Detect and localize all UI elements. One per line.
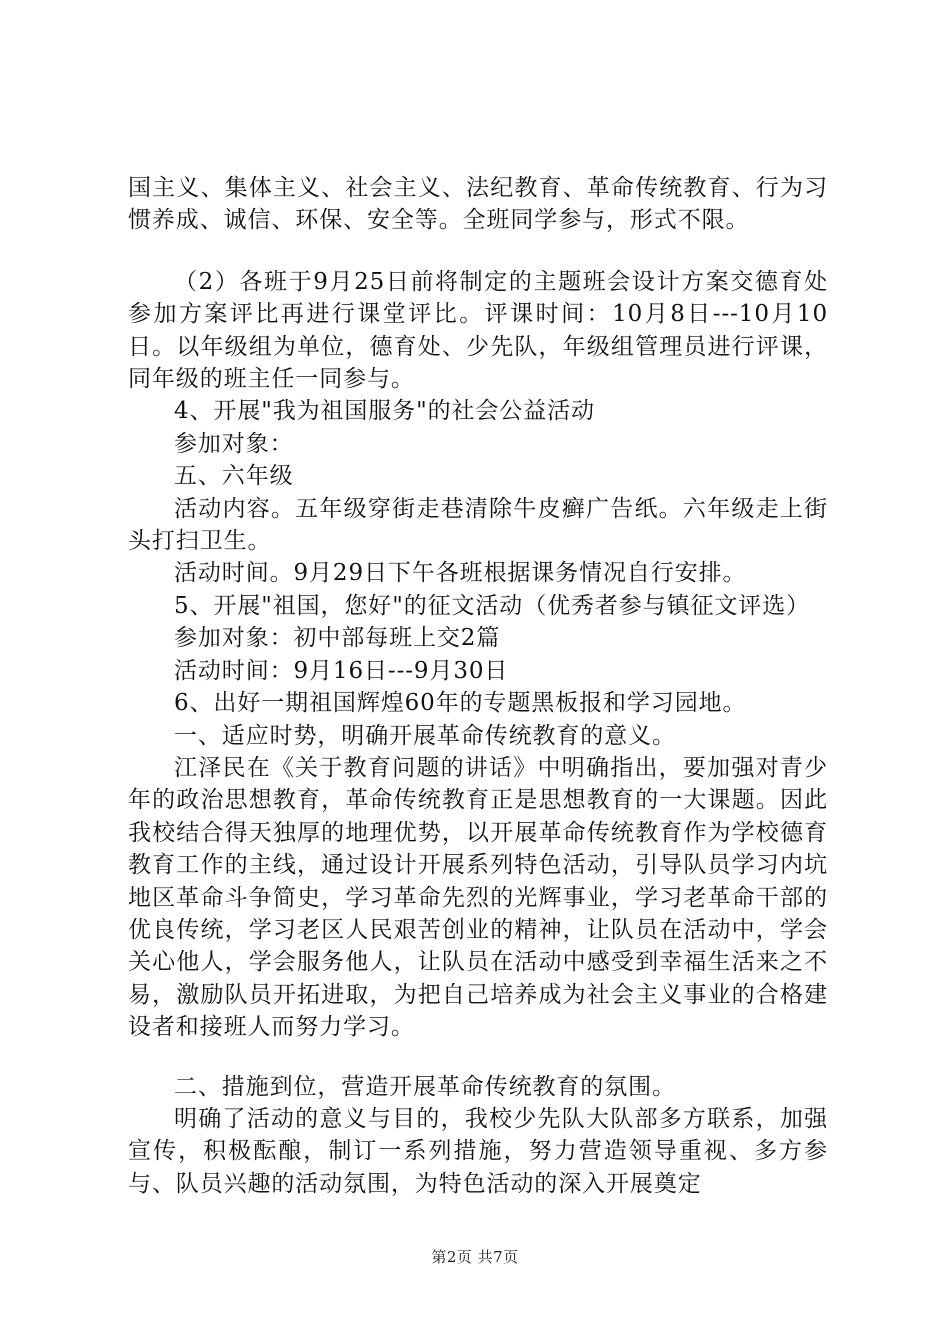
- heading-item-6: 6、出好一期祖国辉煌60年的专题黑板报和学习园地。: [174, 690, 747, 717]
- item-4-time: 活动时间。9月29日下午各班根据课务情况自行安排。: [174, 560, 747, 587]
- document-body: [128, 172, 828, 1200]
- section-heading-1: 一、适应时势，明确开展革命传统教育的意义。: [174, 722, 676, 749]
- item-4-content: 活动内容。五年级穿街走巷清除牛皮癣广告纸。六年级走上街头打扫卫生。: [128, 495, 828, 555]
- section-2-body: 明确了活动的意义与目的，我校少先队大队部多方联系，加强宣传，积极酝酿，制订一系列措施，努力营造领导重视、多方参与、队员兴趣的活动氛围，为特色活动的深入开展奠定: [128, 1105, 828, 1197]
- item-4-participants: 五、六年级: [174, 463, 294, 490]
- page-number-footer: 第2页 共7页: [431, 1248, 519, 1266]
- item-5-time: 活动时间：9月16日---9月30日: [174, 657, 509, 684]
- item-5-participants: 参加对象：初中部每班上交2篇: [174, 625, 501, 652]
- paragraph-item-2: （2）各班于9月25日前将制定的主题班会设计方案交德育处参加方案评比再进行课堂评比。评课时间：10月8日---10月10日。以年级组为单位，德育处、少先队，年级组管理员进行评课，同年级的班主任一同参与。: [128, 268, 828, 393]
- item-4-participants-label: 参加对象：: [174, 430, 294, 457]
- section-heading-2: 二、措施到位，营造开展革命传统教育的氛围。: [174, 1073, 676, 1100]
- section-1-body: 江泽民在《关于教育问题的讲话》中明确指出，要加强对青少年的政治思想教育，革命传统教育正是思想教育的一大课题。因此我校结合得天独厚的地理优势，以开展革命传统教育作为学校德育教育工作的主线，通过设计开展系列特色活动，引导队员学习内坑地区革命斗争简史，学习革命先烈的光辉事业，学习老革命干部的优良传统，学习老区人民艰苦创业的精神，让队员在活动中，学会关心他人，学会服务他人，让队员在活动中感受到幸福生活来之不易，激励队员开拓进取，为把自己培养成为社会主义事业的合格建设者和接班人而努力学习。: [128, 754, 828, 1041]
- heading-item-5: 5、开展"祖国，您好"的征文活动（优秀者参与镇征文评选）: [174, 592, 810, 619]
- heading-item-4: 4、开展"我为祖国服务"的社会公益活动: [174, 398, 595, 425]
- paragraph-continued: 国主义、集体主义、社会主义、法纪教育、革命传统教育、行为习惯养成、诚信、环保、安全等。全班同学参与，形式不限。: [128, 175, 828, 234]
